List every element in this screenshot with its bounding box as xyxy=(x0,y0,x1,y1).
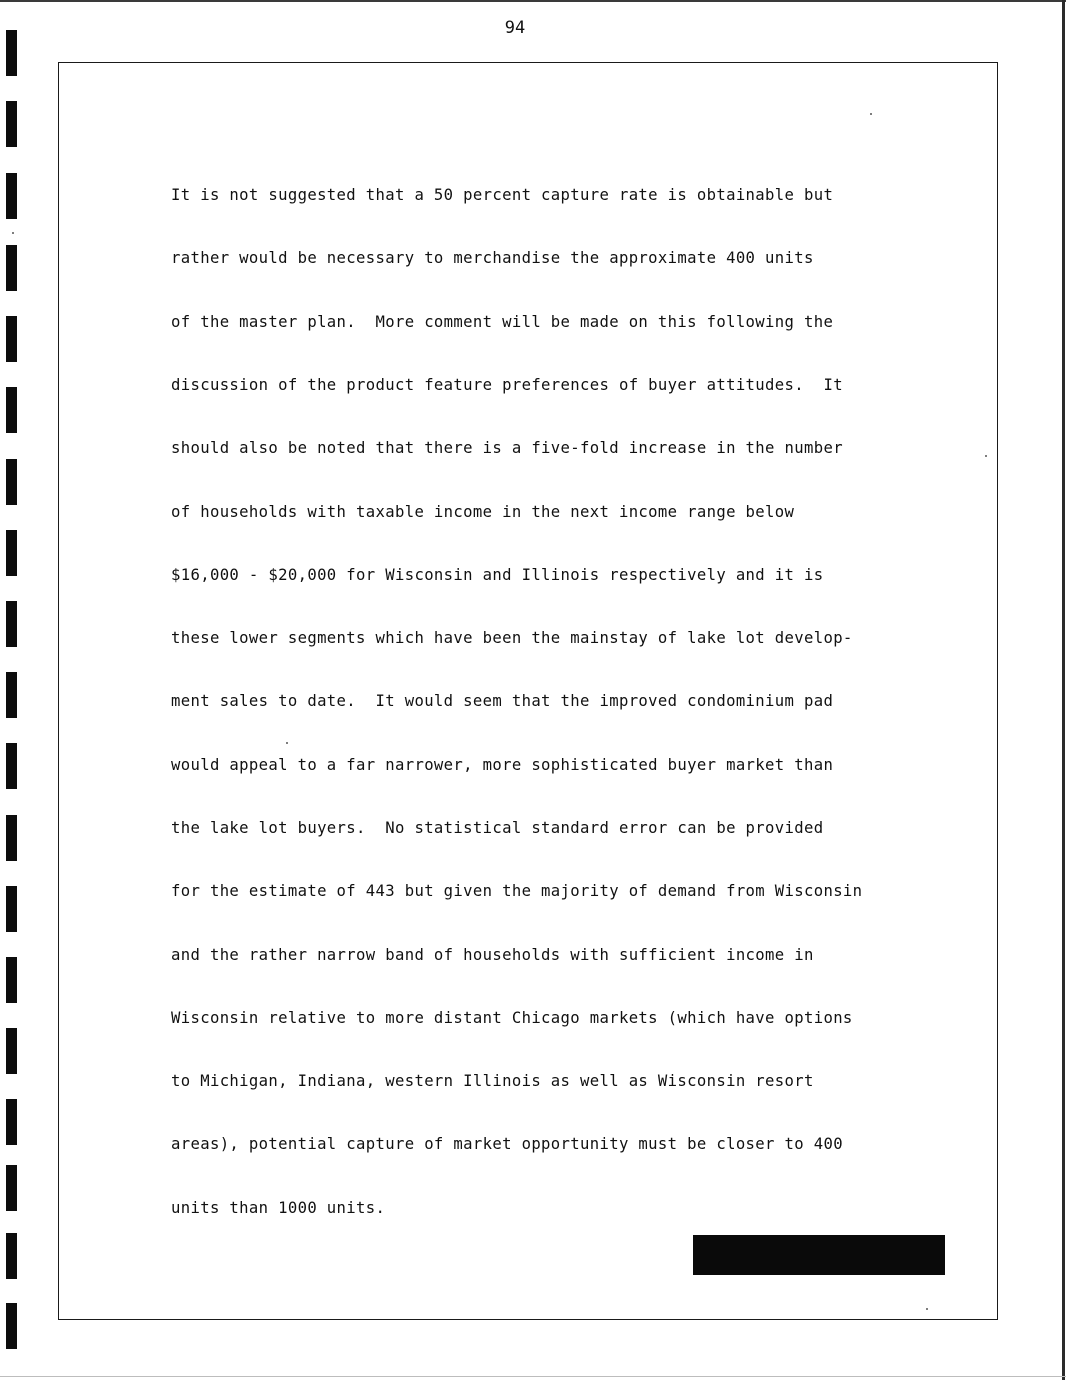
text-line: should also be noted that there is a five-fold increase in the number xyxy=(171,439,843,458)
binder-mark xyxy=(6,1099,17,1145)
text-line: the lake lot buyers. No statistical standard error can be provided xyxy=(171,819,824,837)
binder-mark xyxy=(6,173,17,219)
binder-mark xyxy=(6,1028,17,1074)
text-line: discussion of the product feature preferences of buyer attitudes. It xyxy=(171,376,843,395)
binder-mark xyxy=(6,1303,17,1349)
binder-mark xyxy=(6,886,17,932)
scan-speck xyxy=(926,1308,928,1310)
binder-mark xyxy=(6,672,17,718)
scan-top-edge xyxy=(0,0,1066,2)
redaction-box xyxy=(693,1235,945,1275)
text-line: units than 1000 units. xyxy=(171,1198,386,1217)
text-line: rather would be necessary to merchandise the approximate 400 units xyxy=(171,249,814,268)
binder-mark xyxy=(6,1165,17,1211)
binder-mark xyxy=(6,1233,17,1279)
text-line: Wisconsin relative to more distant Chicago markets (which have options xyxy=(171,1008,853,1027)
binder-mark xyxy=(6,743,17,789)
scan-speck xyxy=(286,742,288,744)
text-line: ment sales to date. It would seem that the improved condominium pad xyxy=(171,692,834,711)
binder-mark xyxy=(6,387,17,433)
scan-speck xyxy=(985,455,987,457)
scan-speck xyxy=(12,232,14,234)
text-line: these lower segments which have been the mainstay of lake lot develop- xyxy=(171,629,853,648)
binder-mark xyxy=(6,459,17,505)
page-number: 94 xyxy=(504,18,526,38)
text-line: would appeal to a far narrower, more sophisticated buyer market than xyxy=(171,755,834,774)
text-line: $16,000 - $20,000 for Wisconsin and Illinois respectively and it is xyxy=(171,565,824,584)
binder-mark xyxy=(6,815,17,861)
binder-mark xyxy=(6,601,17,647)
text-line: to Michigan, Indiana, western Illinois as well as Wisconsin resort xyxy=(171,1072,814,1091)
binder-mark xyxy=(6,30,17,76)
binder-mark xyxy=(6,957,17,1003)
binder-hole-marks xyxy=(6,0,18,1380)
binder-mark xyxy=(6,316,17,362)
text-line: and the rather narrow band of households with sufficient income in xyxy=(171,945,814,964)
scan-right-edge xyxy=(1062,0,1065,1380)
text-line: of the master plan. More comment will be made on this following the xyxy=(171,312,834,331)
scan-speck xyxy=(870,113,872,115)
binder-mark xyxy=(6,245,17,291)
text-line: for the estimate of 443 but given the majority of demand from Wisconsin xyxy=(171,882,863,901)
text-line: of households with taxable income in the next income range below xyxy=(171,502,795,521)
binder-mark xyxy=(6,530,17,576)
text-line: areas), potential capture of market opportunity must be closer to 400 xyxy=(171,1135,843,1154)
body-paragraph xyxy=(171,143,951,1240)
scan-bottom-edge xyxy=(0,1376,1066,1377)
binder-mark xyxy=(6,101,17,147)
text-line: It is not suggested that a 50 percent capture rate is obtainable but xyxy=(171,186,834,205)
